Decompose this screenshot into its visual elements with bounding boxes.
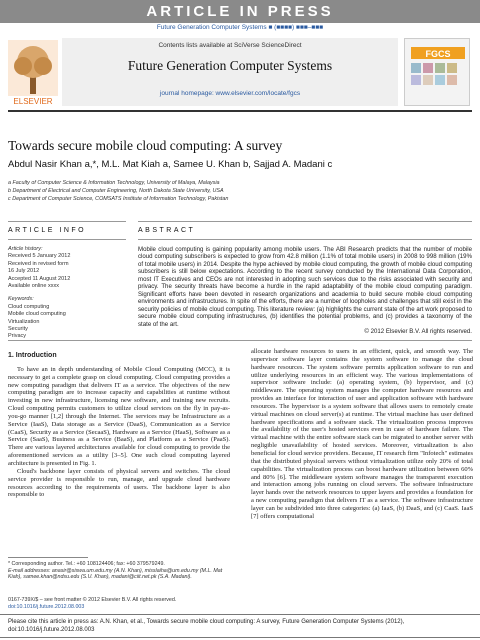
keyword: Cloud computing xyxy=(8,303,50,310)
abstract-body xyxy=(138,246,472,335)
history-line: Received in revised form xyxy=(8,260,69,267)
journal-title: Future Generation Computer Systems xyxy=(127,58,333,73)
article-info xyxy=(8,246,126,341)
affiliation-c: c Department of Computer Science, COMSATS Institute of Information Technology, Pakistan xyxy=(8,196,229,202)
footnote xyxy=(8,561,230,581)
affiliation-a: a Faculty of Computer Science & Information Technology, University of Malaya, Malaysia xyxy=(8,180,220,186)
elsevier-logo xyxy=(8,40,58,106)
author-list: Abdul Nasir Khan a,*, M.L. Mat Kiah a, Samee U. Khan b, Sajjad A. Madani c xyxy=(8,159,333,170)
abstract-top-rule xyxy=(138,221,472,222)
body-paragraph: To have an in depth understanding of Mobile Cloud Computing (MCC), it is necessary to get a complete grasp on cloud computing. Cloud computing provides a new computing paradigm that delivers IT as a service. The objectives of the new computing paradigm are to increase capacity and capabilities at runtime without investing in new infrastructure, licensing new software, and training new recruits. Cloud computing permits customers to utilize cloud services on the fly in pay-as-you-go manner [1,2] through the Internet. The services may be Infrastructure as a Service (IaaS), Data storage as a Service (DaaS), Communication as a Service (CaaS), Security as a Service (SecaaS), Hardware as a Service (HaaS), Software as a Service (SaaS), Business as a Service (BaaS), and Platform as a Service (PaaS). There are various layered architectures available for cloud computing to provide the aforementioned services as a utility [3–5]. One such cloud computing layered architecture is presented in Fig. 1. xyxy=(8,365,230,467)
body-column-right xyxy=(251,348,473,521)
keywords-heading: Keywords: xyxy=(8,296,34,303)
abstract-copyright: © 2012 Elsevier B.V. All rights reserved. xyxy=(364,327,472,335)
contents-line[interactable]: Contents lists available at SciVerse ScienceDirect xyxy=(158,42,302,49)
banner-divider xyxy=(8,110,472,112)
history-line: Available online xxxx xyxy=(8,283,59,290)
banner-center xyxy=(62,38,398,106)
keyword: Security xyxy=(8,326,28,333)
abstract-heading: ABSTRACT xyxy=(138,227,196,234)
front-matter-rule xyxy=(8,340,472,341)
doi-link[interactable]: doi:10.1016/j.future.2012.08.003 xyxy=(8,603,85,610)
journal-reference[interactable]: Future Generation Computer Systems ■ (■■■■) ■■■–■■■ xyxy=(156,24,324,31)
history-line: Received 5 January 2012 xyxy=(8,253,71,260)
body-paragraph: Cloud's backbone layer consists of physical servers and switches. The cloud service provider is responsible to run, manage, and upgrade cloud hardware resources according to the requirements of users. The backbone layer is also responsible to xyxy=(8,467,230,499)
history-line: 16 July 2012 xyxy=(8,268,40,275)
footnote-rule xyxy=(8,557,88,558)
cover-art xyxy=(405,39,471,107)
homepage-link[interactable]: journal homepage: www.elsevier.com/locate/fgcs xyxy=(159,90,301,97)
keyword: Privacy xyxy=(8,333,27,340)
info-top-rule xyxy=(8,221,126,222)
info-mid-rule xyxy=(8,239,126,240)
abstract-text: Mobile cloud computing is gaining popularity among mobile users. The ABI Research predicts that the number of mobile cloud computing subscribers is expected to grow from 42.8 million (1.1% of total mobile users) in 2008 to 998 million (19% of total mobile users) in 2014. Despite the hype achieved by mobile cloud computing, the growth of mobile cloud computing subscribers is still below expectations. According to the recent survey conducted by the International Data Corporation, most IT Executives and CEOs are not interested in adopting such services due to the risks associated with security and privacy. The security threats have become a hurdle in the rapid adaptability of the mobile cloud computing paradigm. Significant efforts have been devoted in research organizations and academia to build secure mobile cloud computing environments and infrastructures. In spite of the efforts, there are a number of loopholes and challenges that still exist in the security policies of mobile cloud computing. This literature review: (a) highlights the current state of the art work proposed to secure mobile cloud computing infrastructures, (b) identifies the potential problems, and (c) provides a taxonomy of the state of the art. xyxy=(138,246,472,328)
journal-homepage[interactable] xyxy=(62,90,398,97)
issn-block xyxy=(8,597,176,611)
abstract-mid-rule xyxy=(138,239,472,240)
issn-line: 0167-739X/$ – see front matter © 2012 Elsevier B.V. All rights reserved. xyxy=(8,597,177,603)
history-line: Accepted 11 August 2012 xyxy=(8,275,71,282)
body-column-left xyxy=(8,352,230,499)
affiliation-b: b Department of Electrical and Computer Engineering, North Dakota State University, USA xyxy=(8,188,224,194)
section-heading-introduction: 1. Introduction xyxy=(8,352,57,359)
email-addresses[interactable]: E-mail addresses: anasir@siswa.um.edu.my (A.N. Khan), misslaiha@um.edu.my (M.L. Mat Kiah), samee.khan@ndsu.edu (S.U. Khan), madani@ciit.net.pk (S.A. Madani). xyxy=(8,567,223,581)
article-in-press-banner: ARTICLE IN PRESS xyxy=(0,0,480,23)
keyword: Mobile cloud computing xyxy=(8,311,66,318)
corresponding-author-note: * Corresponding author. Tel.: +60 108124406; fax: +60 379579249. xyxy=(8,561,165,567)
article-title: Towards secure mobile cloud computing: A survey xyxy=(8,138,283,153)
article-info-heading: ARTICLE INFO xyxy=(8,227,87,234)
journal-banner xyxy=(8,38,472,114)
body-paragraph: allocate hardware resources to users in an efficient, quick, and smooth way. The supervisor software layer contains the system software to manage the cloud hardware resources. The system software permits application software to run and utilize underlying resources in an efficient way. The various implementations of supervisor software include: (a) operating system, (b) hypervisor, and (c) middleware. The operating system manages the computer hardware resources and provides an interface for interaction of user and application software with hardware resources. The hypervisor is a system software that allows users to remotely create virtual machines on cloud server(s) at runtime. The virtual machine has user defined hardware specifications and a software stack. The virtualization process improves the availability of the user's hosted services even in case of hardware failure. The virtual machine with the entire software stack can be migrated to another server with negligible unavailability of hosted services. Moreover, virtualization is also beneficial for cloud service providers. Because, IT research firm "Infotech" estimates that the distributed physical servers without virtualization utilize only 20% of total capabilities. The virtualization process can boost hardware utilization between 60% and 80% [6]. The middleware system software manages the transparent execution and interaction among jobs running on cloud servers. The software infrastructure layer hands over the network resources to upper layers and provides a foundation for a new computing paradigm that delivers IT as a service. The software infrastructure layer can be subdivided into three categories: (a) IaaS, (b) DaaS, and (c) CaaS. IaaS [7] offers computational xyxy=(251,348,473,520)
publisher-label: ELSEVIER xyxy=(13,97,53,106)
keyword: Virtualization xyxy=(8,318,40,325)
journal-cover-thumbnail xyxy=(404,38,470,106)
cover-text: FGCS xyxy=(425,49,451,59)
history-heading: Article history: xyxy=(8,246,43,252)
citation-box[interactable]: Please cite this article in press as: A.N. Khan, et al., Towards secure mobile cloud computing: A survey, Future Generation Computer Systems (2012), doi:10.1016/j.future.2012.08.003 xyxy=(0,614,480,638)
